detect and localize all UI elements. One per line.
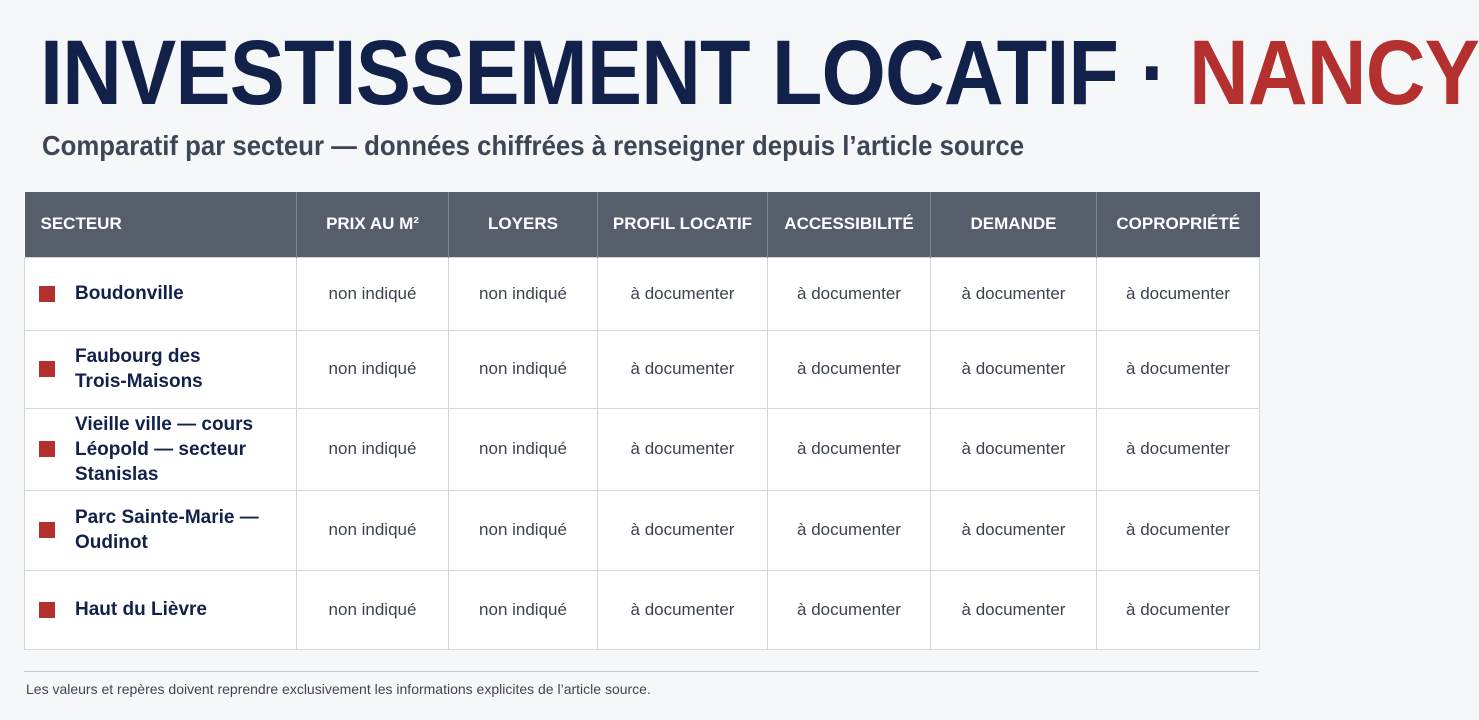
table-row [25,408,1260,490]
cell-demande: à documenter [931,257,1097,330]
cell-demande: à documenter [931,408,1097,490]
cell-prix: non indiqué [297,408,449,490]
red-square-icon [39,361,55,377]
red-square-icon [39,522,55,538]
cell-demande: à documenter [931,490,1097,570]
sector-name: Faubourg des Trois-Maisons [75,346,203,392]
cell-demande: à documenter [931,330,1097,408]
cell-loyers: non indiqué [449,408,598,490]
sector-cell [25,570,297,649]
sector-label-wrap [39,281,290,306]
cell-loyers: non indiqué [449,490,598,570]
cell-accessibilite: à documenter [768,257,931,330]
title-city: NANCY [1189,22,1479,124]
cell-accessibilite: à documenter [768,490,931,570]
cell-accessibilite: à documenter [768,408,931,490]
cell-prix: non indiqué [297,330,449,408]
sector-label-wrap [39,344,290,394]
table-row [25,570,1260,649]
cell-accessibilite: à documenter [768,570,931,649]
column-header-demande: DEMANDE [931,192,1097,257]
cell-loyers: non indiqué [449,257,598,330]
column-header-copropriete: COPROPRIÉTÉ [1097,192,1260,257]
column-header-accessibilite: ACCESSIBILITÉ [768,192,931,257]
cell-profil-locatif: à documenter [598,490,768,570]
cell-profil-locatif: à documenter [598,408,768,490]
cell-prix: non indiqué [297,570,449,649]
cell-copropriete: à documenter [1097,408,1260,490]
cell-prix: non indiqué [297,490,449,570]
column-header-profil-locatif: PROFIL LOCATIF [598,192,768,257]
table-header-row [25,192,1260,257]
sector-name: Boudonville [75,283,184,304]
cell-copropriete: à documenter [1097,257,1260,330]
column-header-secteur: SECTEUR [25,192,297,257]
red-square-icon [39,286,55,302]
table-body [25,257,1260,649]
red-square-icon [39,441,55,457]
cell-copropriete: à documenter [1097,330,1260,408]
table-row [25,490,1260,570]
table-row [25,330,1260,408]
title-main: INVESTISSEMENT LOCATIF · [40,22,1167,124]
sector-label-wrap [39,505,290,555]
red-square-icon [39,602,55,618]
sector-cell [25,490,297,570]
cell-demande: à documenter [931,570,1097,649]
page-subtitle: Comparatif par secteur — données chiffrées à renseigner depuis l’article source [42,130,1025,161]
cell-copropriete: à documenter [1097,570,1260,649]
column-header-prix: PRIX AU M² [297,192,449,257]
sector-name: Parc Sainte-Marie — Oudinot [75,507,259,553]
cell-prix: non indiqué [297,257,449,330]
cell-profil-locatif: à documenter [598,330,768,408]
cell-accessibilite: à documenter [768,330,931,408]
cell-loyers: non indiqué [449,330,598,408]
cell-loyers: non indiqué [449,570,598,649]
footer-note: Les valeurs et repères doivent reprendre exclusivement les informations explicites de l’article source. [26,681,651,697]
footer-divider [24,671,1259,672]
cell-profil-locatif: à documenter [598,257,768,330]
sector-label-wrap [39,412,290,487]
comparison-table-container [24,192,1259,650]
sector-cell [25,257,297,330]
cell-profil-locatif: à documenter [598,570,768,649]
cell-copropriete: à documenter [1097,490,1260,570]
sector-name: Haut du Lièvre [75,599,207,620]
sector-label-wrap [39,597,290,622]
comparison-table [24,192,1260,650]
table-row [25,257,1260,330]
page-title [40,18,1479,128]
sector-cell [25,408,297,490]
table-header [25,192,1260,257]
sector-name: Vieille ville — cours Léopold — secteur Stanislas [75,413,254,485]
sector-cell [25,330,297,408]
column-header-loyers: LOYERS [449,192,598,257]
